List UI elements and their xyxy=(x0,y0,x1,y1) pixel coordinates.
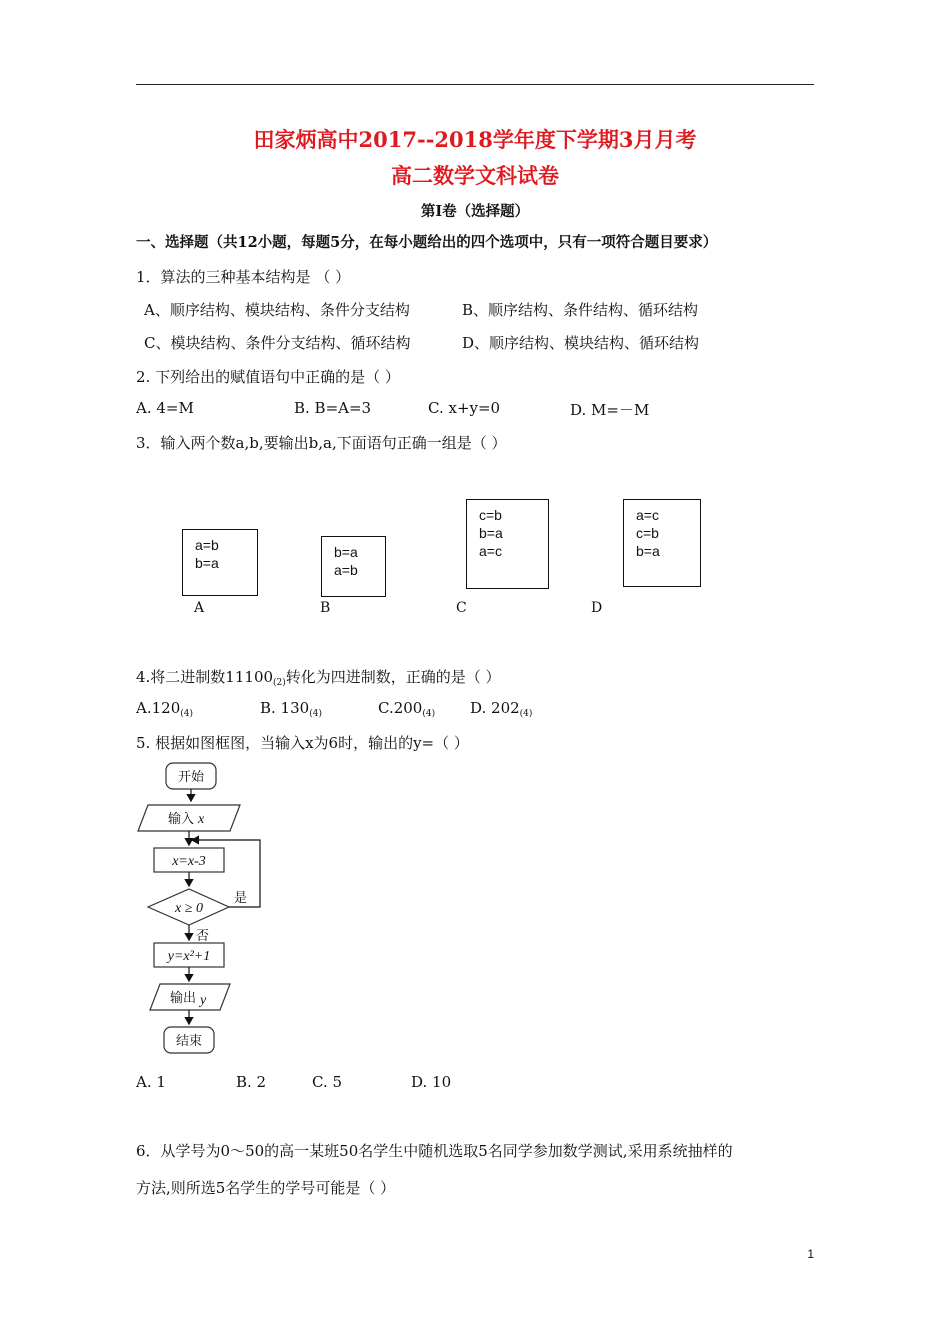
section-heading: 一、选择题（共12小题，每题5分，在每小题给出的四个选项中，只有一项符合题目要求） xyxy=(136,234,718,251)
q3-label-d: D xyxy=(591,600,603,616)
flow-yes-label: 是 xyxy=(234,890,248,905)
q6-line1: 6．从学号为0～50的高一某班50名学生中随机选取5名同学参加数学测试,采用系统抽样的 xyxy=(136,1142,733,1160)
q1-option-c: C、模块结构、条件分支结构、循环结构 xyxy=(144,334,411,352)
q5-option-c: C. 5 xyxy=(312,1073,343,1091)
q4-option-sub: (4) xyxy=(519,709,533,719)
q4-stem xyxy=(136,666,501,688)
q4-option-text: C.200 xyxy=(378,699,423,717)
flow-assign-label: x=x-3 xyxy=(172,854,206,869)
code-line: b=a xyxy=(636,543,660,559)
flow-input-var: x xyxy=(198,812,205,827)
code-line: c=b xyxy=(479,507,502,523)
code-line: a=c xyxy=(479,543,502,559)
code-line: c=b xyxy=(636,525,659,541)
code-line: b=a xyxy=(195,555,219,571)
q2-stem: 2. 下列给出的赋值语句中正确的是（ ） xyxy=(136,368,400,386)
q3-box-d xyxy=(623,499,701,587)
q5-option-b: B. 2 xyxy=(236,1073,267,1091)
q3-box-a xyxy=(182,529,258,596)
q4-stem-pre: 4.将二进制数11100 xyxy=(136,668,274,686)
flow-end-label: 结束 xyxy=(175,1033,203,1048)
q5-option-a: A. 1 xyxy=(136,1073,166,1091)
q2-option-a: A. 4=M xyxy=(136,399,194,417)
q6-line2: 方法,则所选5名学生的学号可能是（ ） xyxy=(136,1179,396,1197)
q4-stem-post: 转化为四进制数，正确的是（ ） xyxy=(285,668,501,686)
q1-option-d: D、顺序结构、模块结构、循环结构 xyxy=(462,334,700,352)
code-line: b=a xyxy=(479,525,503,541)
part-label: 第Ⅰ卷（选择题） xyxy=(420,203,530,220)
q4-option-b xyxy=(260,699,322,719)
q2-option-d: D. M=－M xyxy=(570,401,650,419)
flow-output-var: y xyxy=(200,993,207,1008)
q5-stem: 5. 根据如图框图，当输入x为6时，输出的y=（ ） xyxy=(136,734,469,752)
q4-option-text: B. 130 xyxy=(260,699,310,717)
q5-flowchart xyxy=(130,755,280,1060)
flow-output-label: 输出 xyxy=(170,990,197,1005)
q1-option-a: A、顺序结构、模块结构、条件分支结构 xyxy=(144,301,410,319)
q3-box-c xyxy=(466,499,549,589)
page-number: 1 xyxy=(807,1247,814,1261)
q5-option-d: D. 10 xyxy=(411,1073,452,1091)
flow-input-label: 输入 xyxy=(168,811,195,826)
q4-base-subscript: (2) xyxy=(273,678,286,688)
q3-box-b xyxy=(321,536,386,597)
q4-option-sub: (4) xyxy=(180,709,193,719)
q3-label-a: A xyxy=(194,600,205,616)
q1-option-b: B、顺序结构、条件结构、循环结构 xyxy=(462,301,699,319)
flow-decision-label: x ≥ 0 xyxy=(175,901,203,916)
q4-option-text: A.120 xyxy=(136,699,181,717)
q3-label-c: C xyxy=(456,600,467,616)
q4-option-a xyxy=(136,699,193,719)
q4-option-sub: (4) xyxy=(309,709,322,719)
flow-start-label: 开始 xyxy=(177,769,205,784)
flow-calc-label: y=x²+1 xyxy=(167,949,211,964)
q4-option-c xyxy=(378,699,435,719)
q4-option-sub: (4) xyxy=(422,709,436,719)
code-line: a=b xyxy=(195,537,219,553)
q3-stem: 3．输入两个数a,b,要输出b,a,下面语句正确一组是（ ） xyxy=(136,434,507,452)
exam-subtitle: 高二数学文科试卷 xyxy=(391,163,559,188)
q2-option-b: B. B=A=3 xyxy=(294,399,372,417)
header-rule xyxy=(136,84,814,85)
q4-option-d xyxy=(470,699,532,719)
q3-label-b: B xyxy=(320,600,331,616)
q2-option-c: C. x+y=0 xyxy=(428,399,501,417)
q4-option-text: D. 202 xyxy=(470,699,520,717)
exam-title: 田家炳高中2017--2018学年度下学期3月月考 xyxy=(253,127,697,152)
code-line: a=c xyxy=(636,507,659,523)
code-line: a=b xyxy=(334,562,358,578)
q1-stem: 1．算法的三种基本结构是 （ ） xyxy=(136,268,351,286)
flow-no-label: 否 xyxy=(196,928,210,943)
code-line: b=a xyxy=(334,544,358,560)
